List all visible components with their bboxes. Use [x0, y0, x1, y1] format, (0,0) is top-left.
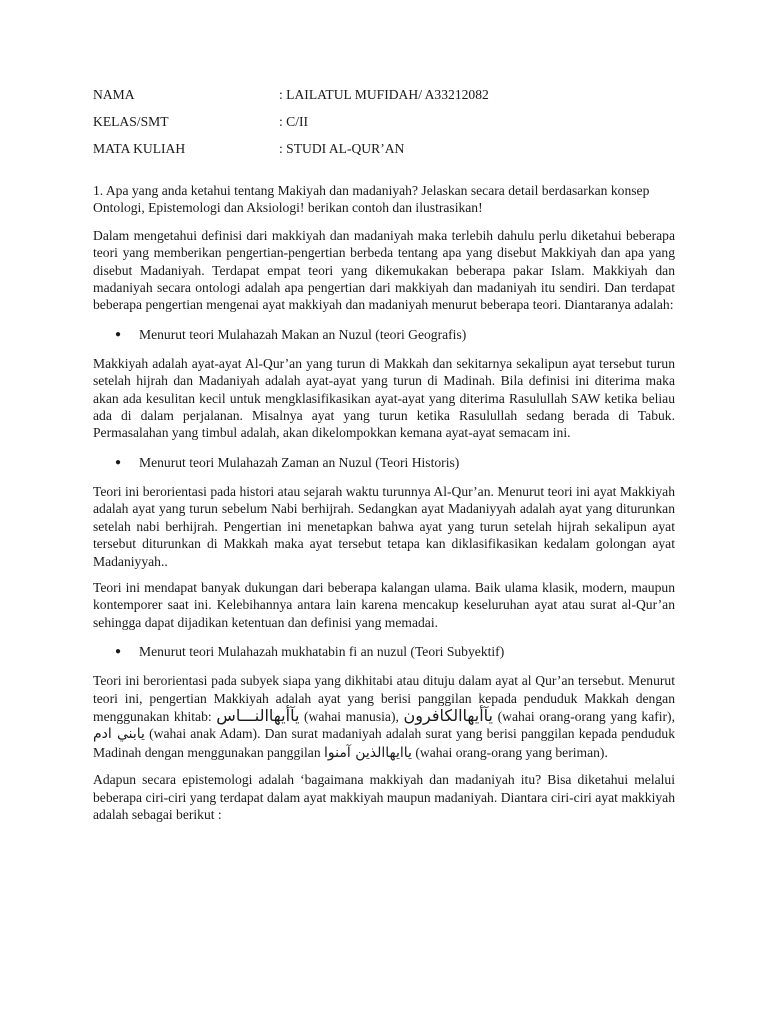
bullet-text: Menurut teori Mulahazah Makan an Nuzul (teori Geografis) — [139, 326, 467, 342]
header-row-course — [93, 140, 675, 158]
intro-paragraph: Dalam mengetahui definisi dari makkiyah dan madaniyah maka terlebih dahulu perlu diketahui beberapa teori yang memberikan pengertian-pengertian berbeda tentang apa yang disebut Makkiyah dan apa yang disebut Madaniyah. Terdapat empat teori yang dikemukakan beberapa pakar Islam. Makkiyah dan madaniyah secara ontologi adalah apa pengertian dari makkiyah dan madaniyah itu sendiri. Dan terdapat beberapa pengertian mengenai ayat makkiyah dan madaniyah menurut beberapa teori. Diantaranya adalah: — [93, 227, 675, 313]
bullet-dot-icon: ● — [115, 646, 122, 658]
header-label: MATA KULIAH — [93, 141, 186, 156]
bullet-dot-icon: ● — [115, 456, 122, 468]
header-label: NAMA — [93, 87, 135, 102]
bullet-text: Menurut teori Mulahazah mukhatabin fi an nuzul (Teori Subyektif) — [139, 644, 505, 660]
bullet-dot-icon: ● — [115, 328, 122, 340]
header-value: : STUDI AL-QUR’AN — [279, 141, 405, 156]
text-run: (wahai orang-orang yang beriman). — [411, 744, 608, 760]
bullet-subyektif — [115, 643, 675, 660]
arabic-text: يآأيهاالكافرون — [403, 705, 493, 725]
paragraph-geografis: Makkiyah adalah ayat-ayat Al-Qur’an yang turun di Makkah dan sekitarnya sekalipun ayat tersebut turun setelah hijrah dan Madaniyah adalah ayat-ayat yang turun di Madinah. Bila definisi ini diterima maka akan ada kesulitan kecil untuk mengklasifikasikan ayat-ayat yang diterima Rasulullah SAW ketika beliau ada di dalam perjalanan. Misalnya ayat yang turun ketika Rasulullah sedang berada di Tabuk. Permasalahan yang timbul adalah, akan dikelompokkan kemana ayat-ayat semacam ini. — [93, 355, 675, 441]
student-info-header — [93, 86, 675, 158]
paragraph-dukungan: Teori ini mendapat banyak dukungan dari beberapa kalangan ulama. Baik ulama klasik, modern, maupun kontemporer saat ini. Kelebihannya antara lain karena mencakup keseluruhan ayat atau surat al-Qur’an sehingga dapat dijadikan ketentuan dan definisi yang memadai. — [93, 579, 675, 630]
text-run: (wahai orang-orang yang kafir), — [493, 708, 675, 724]
text-run: (wahai anak Adam). Dan surat madaniyah adalah surat yang berisi panggilan kepada penduduk Madinah dengan menggunakan panggilan — [93, 726, 675, 760]
text-run: (wahai manusia), — [299, 708, 404, 724]
header-row-name — [93, 86, 675, 104]
arabic-text: يابني ادم — [93, 726, 145, 743]
text-run: Teori ini berorientasi pada subyek siapa yang dikhitabi atau dituju dalam ayat al Qur’an tersebut. Menurut teori ini, pengertian Makkiyah adalah ayat yang berisi panggilan kepada penduduk Makkah dengan menggunakan khitab: — [93, 673, 675, 724]
bullet-text: Menurut teori Mulahazah Zaman an Nuzul (Teori Historis) — [139, 454, 460, 470]
arabic-text: ياايهاالذين آمنوا — [324, 744, 412, 761]
header-value: : LAILATUL MUFIDAH/ A33212082 — [279, 87, 489, 102]
bullet-geografis — [115, 326, 675, 343]
header-row-class — [93, 113, 675, 131]
header-label: KELAS/SMT — [93, 114, 169, 129]
question-text: 1. Apa yang anda ketahui tentang Makiyah dan madaniyah? Jelaskan secara detail berdasarkan konsep Ontologi, Epistemologi dan Aksiologi! berikan contoh dan ilustrasikan! — [93, 183, 650, 216]
paragraph-subyektif — [93, 672, 675, 762]
header-value: : C/II — [279, 114, 309, 129]
bullet-historis — [115, 454, 675, 471]
paragraph-epistemologi: Adapun secara epistemologi adalah ‘bagaimana makkiyah dan madaniyah itu? Bisa diketahui melalui beberapa ciri-ciri yang terdapat dalam ayat makkiyah maupun madaniyah. Diantara ciri-ciri ayat makkiyah adalah sebagai berikut : — [93, 772, 675, 822]
paragraph-historis: Teori ini berorientasi pada histori atau sejarah waktu turunnya Al-Qur’an. Menurut teori ini ayat Makkiyah adalah ayat yang turun sebelum Nabi berhijrah. Sedangkan ayat Madaniyyah adalah ayat yang diturunkan setelah nabi berhijrah. Pengertian ini menetapkan bahwa ayat yang turun setelah hijrah sekalipun ayat tersebut diturunkan di Makkah maka ayat tersebut tetapa kan diklasifikasikan kedalam golongan ayat Madaniyyah.. — [93, 483, 675, 569]
arabic-text: يآأيهاالنـــاس — [216, 705, 300, 725]
